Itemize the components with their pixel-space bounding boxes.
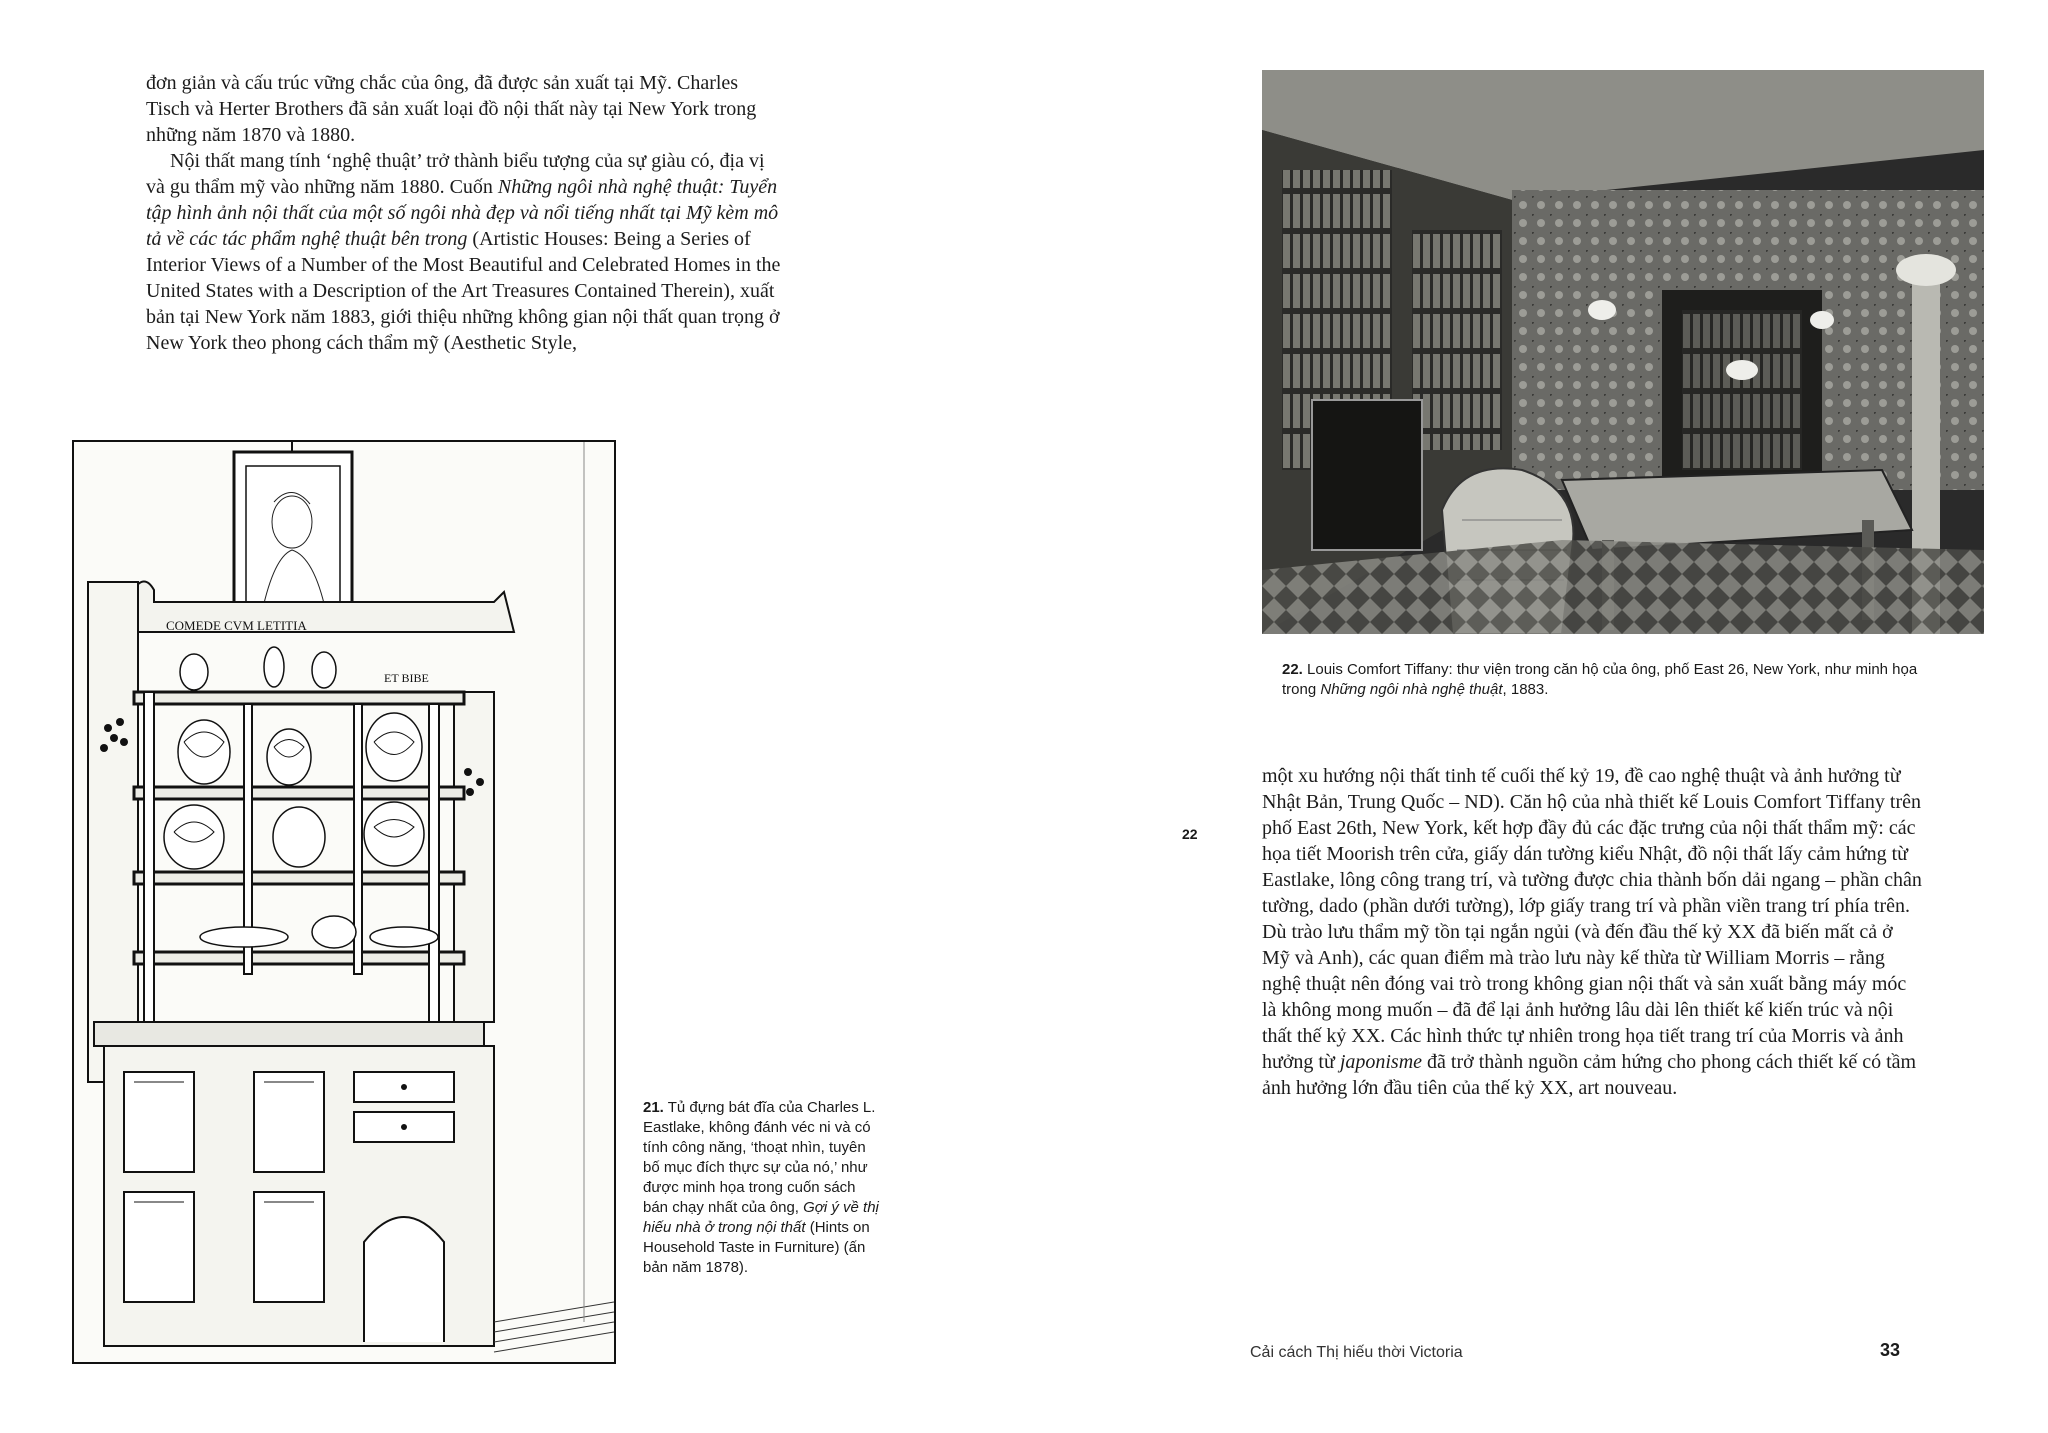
figure-22-caption [1282,660,1922,700]
left-paragraph-1: đơn giản và cấu trúc vững chắc của ông, đã được sản xuất tại Mỹ. Charles Tisch và Herter Brothers đã sản xuất loại đồ nội thất này tại New York trong những năm 1870 và 1880. [146,72,757,146]
left-paragraph-2-italic-title: Những ngôi nhà nghệ thuật: Tuyển tập hình ảnh nội thất của một số ngôi nhà đẹp và nổi tiếng nhất tại Mỹ kèm mô tả về các tác phẩm nghệ thuật bên trong [146,176,779,250]
figure-22-caption-italic: Những ngôi nhà nghệ thuật [1320,681,1503,698]
figure-21-number: 21. [643,1099,664,1116]
engraved-motto: COMEDE CVM LETITIA [166,618,307,633]
figure-21-caption [643,1098,883,1278]
right-paragraph [1262,763,1922,1101]
page-number: 33 [1880,1340,1901,1360]
left-paragraph-2-end: (Artistic Houses: Being a Series of Interior Views of a Number of the Most Beautiful and Celebrated Homes in the United States with a Description of the Art Treasures Contained Therein), xuất bản tại New York năm 1883, giới thiệu những không gian nội thất quan trọng ở New York theo phong cách thẩm mỹ (Aesthetic Style, [146,228,781,354]
left-paragraph-2 [146,148,786,356]
figure-21-caption-italic: Gợi ý về thị hiếu nhà ở trong nội thất [643,1199,879,1236]
left-page-text [146,70,786,356]
figure-22-caption-start: Louis Comfort Tiffany: thư viện trong căn hộ của ông, phố East 26, New York, như minh họa trong [1282,661,1918,698]
engraved-motto-2: ET BIBE [384,671,429,685]
figure-22-tiffany-library-photo [1262,70,1984,634]
figure-21-caption-end: (Hints on Household Taste in Furniture) (ấn bản năm 1878). [643,1219,870,1276]
running-head: Cải cách Thị hiếu thời Victoria [1250,1344,1463,1361]
figure-21-caption-start: Tủ đựng bát đĩa của Charles L. Eastlake, không đánh véc ni và có tính công năng, ‘thoạt nhìn, tuyên bố mục đích thực sự của nó,’ như được minh họa trong cuốn sách bán chạy nhất của ông, [643,1099,876,1216]
figure-22-marginal-marker: 22 [1182,826,1198,842]
right-paragraph-end: đã trở thành nguồn cảm hứng cho phong cách thiết kế có tầm ảnh hưởng lớn đầu tiên của thế kỷ XX, art nouveau. [1262,1051,1917,1099]
left-paragraph-2-start: Nội thất mang tính ‘nghệ thuật’ trở thành biểu tượng của sự giàu có, địa vị và gu thẩm mỹ vào những năm 1880. Cuốn [146,150,765,198]
right-page-text [1262,763,1922,1101]
right-paragraph-start: một xu hướng nội thất tinh tế cuối thế kỷ 19, đề cao nghệ thuật và ảnh hưởng từ Nhật Bản, Trung Quốc – ND). Căn hộ của nhà thiết kế Louis Comfort Tiffany trên phố East 26th, New York, kết hợp đầy đủ các đặc trưng của nội thất thẩm mỹ: các họa tiết Moorish trên cửa, giấy dán tường kiểu Nhật, đồ nội thất lấy cảm hứng từ Eastlake, lông công trang trí, và tường được chia thành bốn dải ngang – phần chân tường, dado (phần dưới tường), lớp giấy trang trí và phần viền trang trí phía trên. Dù trào lưu thẩm mỹ tồn tại ngắn ngủi (và đến đầu thế kỷ XX đã biến mất cả ở Mỹ và Anh), các quan điểm mà trào lưu này kế thừa từ William Morris – rằng nghệ thuật nên đóng vai trò trong không gian nội thất và sản xuất bằng máy móc là không mong muốn – đã để lại ảnh hưởng lâu dài lên thiết kế kiến trúc và nội thất thế kỷ XX. Các hình thức tự nhiên trong họa tiết trang trí của Morris và ảnh hưởng từ [1262,765,1922,1073]
figure-21-sideboard-engraving [72,440,616,1364]
sideboard-illustration [74,442,614,1362]
framed-portrait [234,452,352,627]
figure-22-caption-end: , 1883. [1502,681,1549,698]
library-photograph [1262,70,1984,634]
figure-22-number: 22. [1282,661,1303,678]
right-paragraph-italic: japonisme [1339,1051,1423,1073]
